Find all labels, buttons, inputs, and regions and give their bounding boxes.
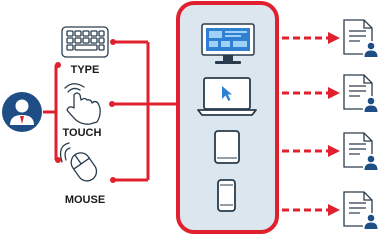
output-arrows bbox=[282, 38, 330, 210]
mouse-label: MOUSE bbox=[64, 194, 106, 206]
touch-label: TOUCH bbox=[62, 127, 102, 139]
input-connectors bbox=[43, 65, 60, 160]
document-user-icon bbox=[344, 20, 380, 59]
type-label: TYPE bbox=[70, 64, 100, 76]
mouse-icon bbox=[61, 143, 101, 185]
panel-connectors bbox=[112, 42, 178, 180]
smartphone-icon bbox=[218, 180, 235, 211]
document-user-icon bbox=[344, 192, 380, 231]
document-user-icon bbox=[344, 133, 380, 172]
touch-hand-icon bbox=[65, 84, 100, 124]
tablet-icon bbox=[215, 131, 239, 163]
user-avatar-icon bbox=[2, 92, 42, 132]
keyboard-icon bbox=[62, 27, 108, 57]
document-user-icon bbox=[344, 75, 380, 114]
laptop-icon bbox=[198, 78, 256, 115]
arrow-heads bbox=[328, 32, 340, 216]
